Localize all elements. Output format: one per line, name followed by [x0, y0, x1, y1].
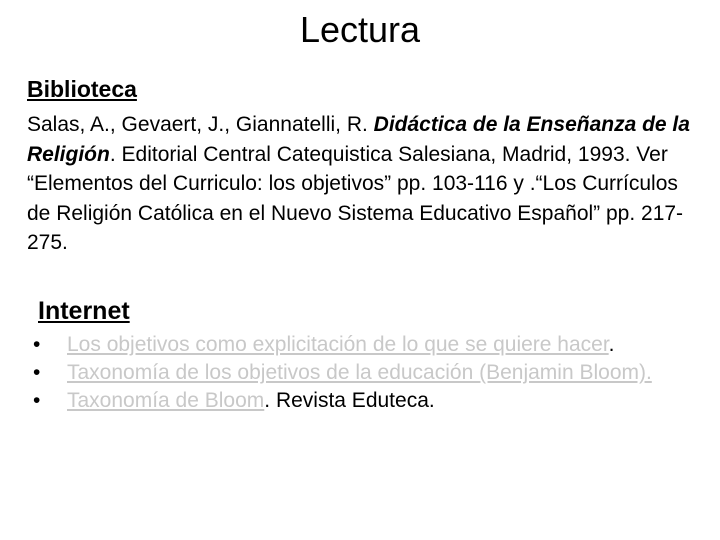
bullet-icon: • [33, 389, 41, 412]
bullet-icon: • [33, 361, 41, 384]
link-suffix: . [608, 333, 615, 356]
reference-details: . Editorial Central Catequistica Salesiana, Madrid, 1993. Ver “Elementos del Curriculo: los objetivos” pp. 103-116 y .“Los Currículos de Religión Católica en el Nuevo Sistema Educativo Español” pp. 217- 275. [27, 142, 684, 254]
list-item [33, 331, 673, 359]
internet-links-list [33, 331, 673, 415]
bullet-icon: • [33, 333, 41, 356]
reference-book-title: Didáctica de la Enseñanza de la Religión [27, 113, 690, 166]
link-taxonomia-objetivos[interactable]: Taxonomía de los objetivos de la educación (Benjamin Bloom). [67, 361, 652, 384]
list-item [33, 387, 673, 415]
reference-authors: Salas, A., Gevaert, J., Giannatelli, R. [27, 113, 374, 136]
internet-heading: Internet [38, 297, 130, 325]
link-objetivos[interactable]: Los objetivos como explicitación de lo que se quiere hacer [67, 333, 609, 356]
biblioteca-reference [27, 110, 707, 258]
page-title: Lectura [299, 9, 421, 50]
list-item [33, 359, 673, 387]
biblioteca-heading: Biblioteca [27, 76, 137, 102]
link-suffix: . Revista Eduteca. [264, 389, 435, 412]
link-taxonomia-bloom[interactable]: Taxonomía de Bloom [67, 389, 265, 412]
